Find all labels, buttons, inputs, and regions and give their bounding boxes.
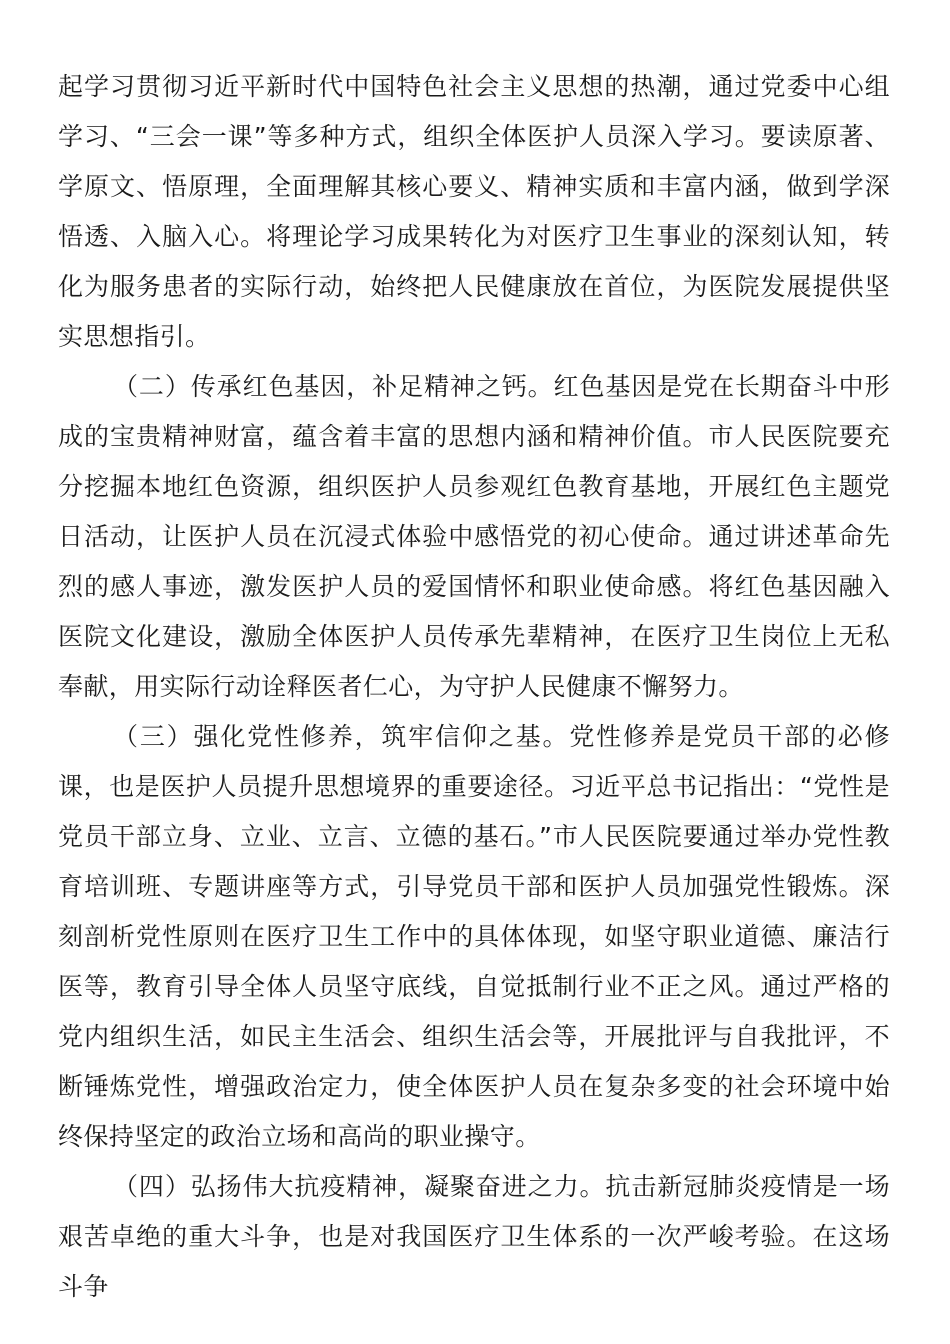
paragraph-red-gene: （二）传承红色基因，补足精神之钙。红色基因是党在长期奋斗中形成的宝贵精神财富，蕴含着丰富的思想内涵和精神价值。市人民医院要充分挖掘本地红色资源，组织医护人员参观红色教育基地，开展红色主题党日活动，让医护人员在沉浸式体验中感悟党的初心使命。通过讲述革命先烈的感人事迹，激发医护人员的爱国情怀和职业使命感。将红色基因融入医院文化建设，激励全体医护人员传承先辈精神，在医疗卫生岗位上无私奉献，用实际行动诠释医者仁心，为守护人民健康不懈努力。 (58, 372, 890, 701)
paragraph-party-spirit: （三）强化党性修养，筑牢信仰之基。党性修养是党员干部的必修课，也是医护人员提升思想境界的重要途径。习近平总书记指出：“党性是党员干部立身、立业、立言、立德的基石。”市人民医院要通过举办党性教育培训班、专题讲座等方式，引导党员干部和医护人员加强党性锻炼。深刻剖析党性原则在医疗卫生工作中的具体体现，如坚守职业道德、廉洁行医等，教育引导全体人员坚守底线，自觉抵制行业不正之风。通过严格的党内组织生活，如民主生活会、组织生活会等，开展批评与自我批评，不断锤炼党性，增强政治定力，使全体医护人员在复杂多变的社会环境中始终保持坚定的政治立场和高尚的职业操守。 (58, 722, 890, 1151)
document-body (58, 62, 890, 1312)
paragraph-continued-study: 起学习贯彻习近平新时代中国特色社会主义思想的热潮，通过党委中心组学习、“三会一课”等多种方式，组织全体医护人员深入学习。要读原著、学原文、悟原理，全面理解其核心要义、精神实质和丰富内涵，做到学深悟透、入脑入心。将理论学习成果转化为对医疗卫生事业的深刻认知，转化为服务患者的实际行动，始终把人民健康放在首位，为医院发展提供坚实思想指引。 (58, 72, 890, 351)
paragraph-anti-epidemic-spirit: （四）弘扬伟大抗疫精神，凝聚奋进之力。抗击新冠肺炎疫情是一场艰苦卓绝的重大斗争，也是对我国医疗卫生体系的一次严峻考验。在这场斗争 (58, 1172, 890, 1301)
